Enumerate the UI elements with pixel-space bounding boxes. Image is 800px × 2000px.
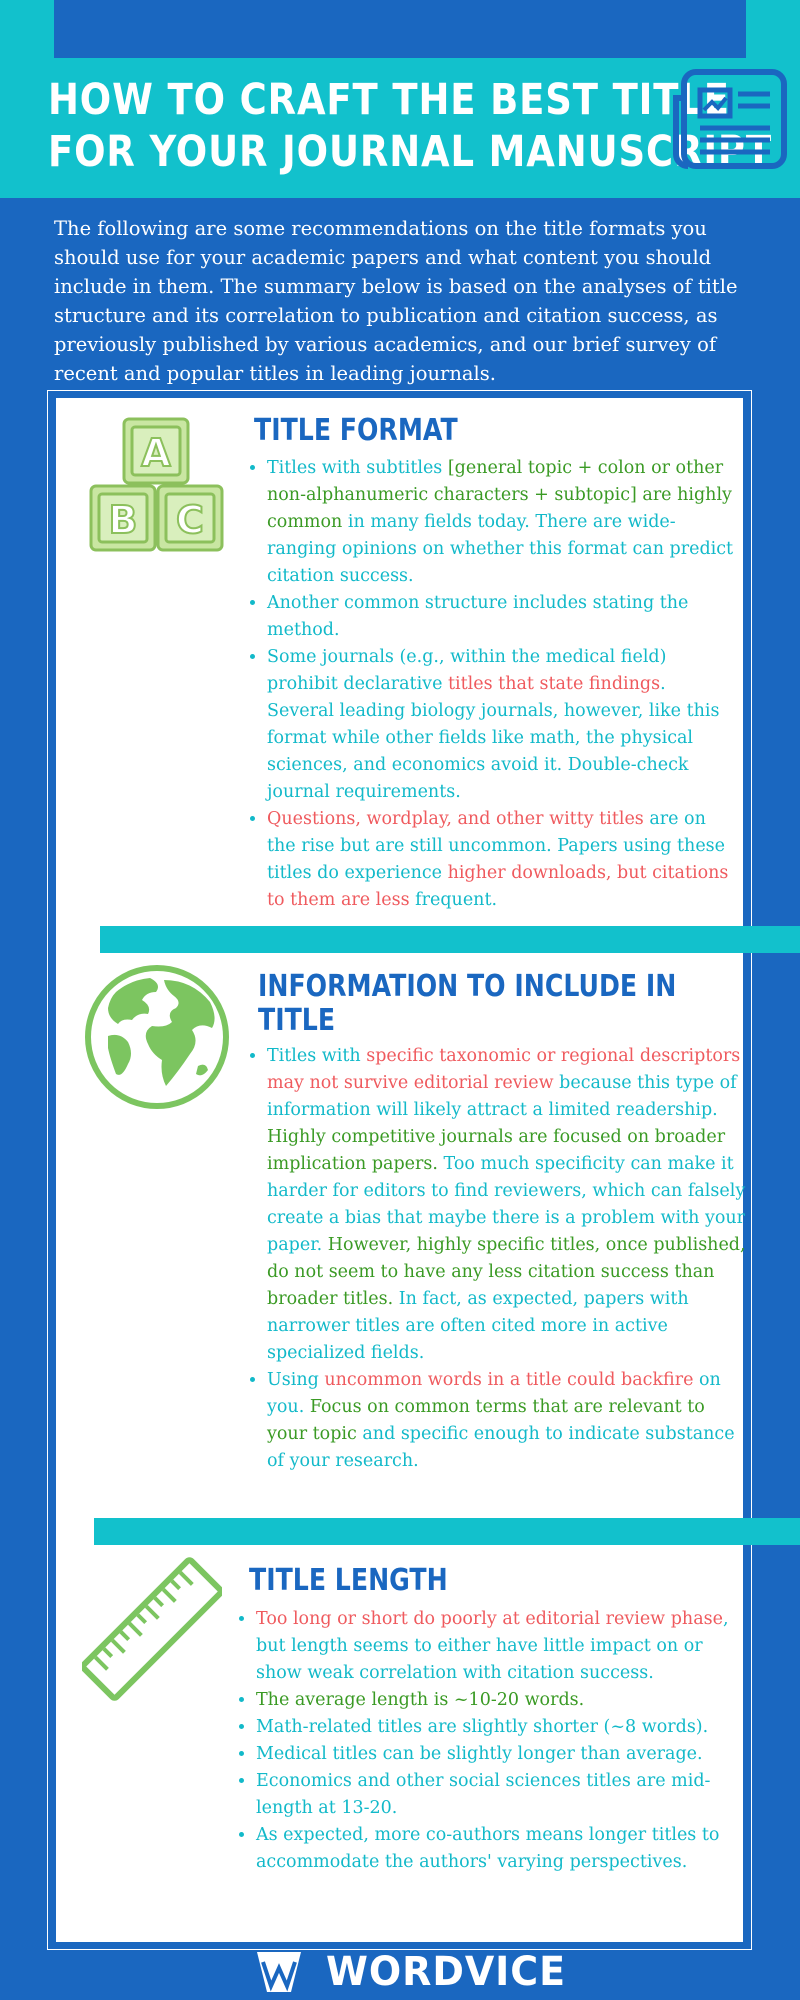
section-title-length: TITLE LENGTH: [249, 1563, 448, 1598]
svg-text:A: A: [141, 431, 171, 475]
header-top-bar: [54, 0, 746, 58]
divider-band-2: [94, 1518, 800, 1545]
section-title-info: [258, 970, 676, 1038]
length-bullet-1: • Too long or short do poorly at editorial review phase, but length seems to either have little impact on or show weak correlation with citation success.: [256, 1606, 746, 1687]
format-bullet-4: • Questions, wordplay, and other witty titles are on the rise but are still uncommon. Papers using these titles do experience higher downloads, but citations to them are less frequent.: [267, 806, 737, 914]
intro-text: The following are some recommendations on the title formats you should use for your academic papers and what content you should include in them. The summary below is based on the analyses of title structure and its correlation to publication and citation success, as previously published by various academics, and our brief survey of recent and popular titles in leading journals.: [54, 217, 738, 385]
length-bullet-4: • Medical titles can be slightly longer than average.: [256, 1741, 746, 1768]
section-title-info-line-1: INFORMATION TO INCLUDE IN: [258, 969, 677, 1004]
section-title-info-line-2: TITLE: [258, 1003, 336, 1038]
svg-text:B: B: [108, 498, 138, 542]
length-bullet-5: • Economics and other social sciences titles are mid-length at 13-20.: [256, 1768, 746, 1822]
length-bullet-3: • Math-related titles are slightly shorter (~8 words).: [256, 1714, 746, 1741]
abc-blocks-icon: [88, 416, 228, 556]
ruler-icon: [82, 1556, 222, 1702]
length-bullet-6: • As expected, more co-authors means longer titles to accommodate the authors' varying perspectives.: [256, 1822, 746, 1876]
format-bullet-list: [245, 455, 737, 914]
length-bullet-list: [234, 1606, 746, 1876]
divider-band-1: [100, 926, 800, 953]
info-bullet-2: • Using uncommon words in a title could backfire on you. Focus on common terms that are relevant to your topic and specific enough to indicate substance of your research.: [267, 1367, 747, 1475]
newspaper-icon: [670, 66, 788, 172]
format-bullet-3: • Some journals (e.g., within the medical field) prohibit declarative titles that state findings. Several leading biology journals, however, like this format while other fields like math, the physical sciences, and economics avoid it. Double-check journal requirements.: [267, 644, 737, 806]
svg-text:C: C: [176, 498, 204, 542]
page-title: [48, 74, 772, 178]
format-bullet-2: • Another common structure includes stating the method.: [267, 590, 737, 644]
section-title-format: TITLE FORMAT: [254, 413, 458, 448]
footer-brand-name: WORDVICE: [326, 1949, 567, 1995]
page-title-line-1: HOW TO CRAFT THE BEST TITLE: [48, 75, 730, 125]
length-bullet-2: • The average length is ~10-20 words.: [256, 1687, 746, 1714]
info-bullet-1: • Titles with specific taxonomic or regional descriptors may not survive editorial review because this type of information will likely attract a limited readership. Highly competitive journals are focused on broader implication papers. Too much specificity can make it harder for editors to find reviewers, which can falsely create a bias that maybe there is a problem with your paper. However, highly specific titles, once published, do not seem to have any less citation success than broader titles. In fact, as expected, papers with narrower titles are often cited more in active specialized fields.: [267, 1043, 747, 1367]
format-bullet-1: • Titles with subtitles [general topic + colon or other non-alphanumeric characters + subtopic] are highly common in many fields today. There are wide-ranging opinions on whether this format can predict citation success.: [267, 455, 737, 590]
page-title-line-2: FOR YOUR JOURNAL MANUSCRIPT: [48, 127, 772, 177]
wordvice-logo-icon: [255, 1948, 303, 1994]
info-bullet-list: [245, 1043, 747, 1475]
globe-icon: [82, 962, 232, 1112]
